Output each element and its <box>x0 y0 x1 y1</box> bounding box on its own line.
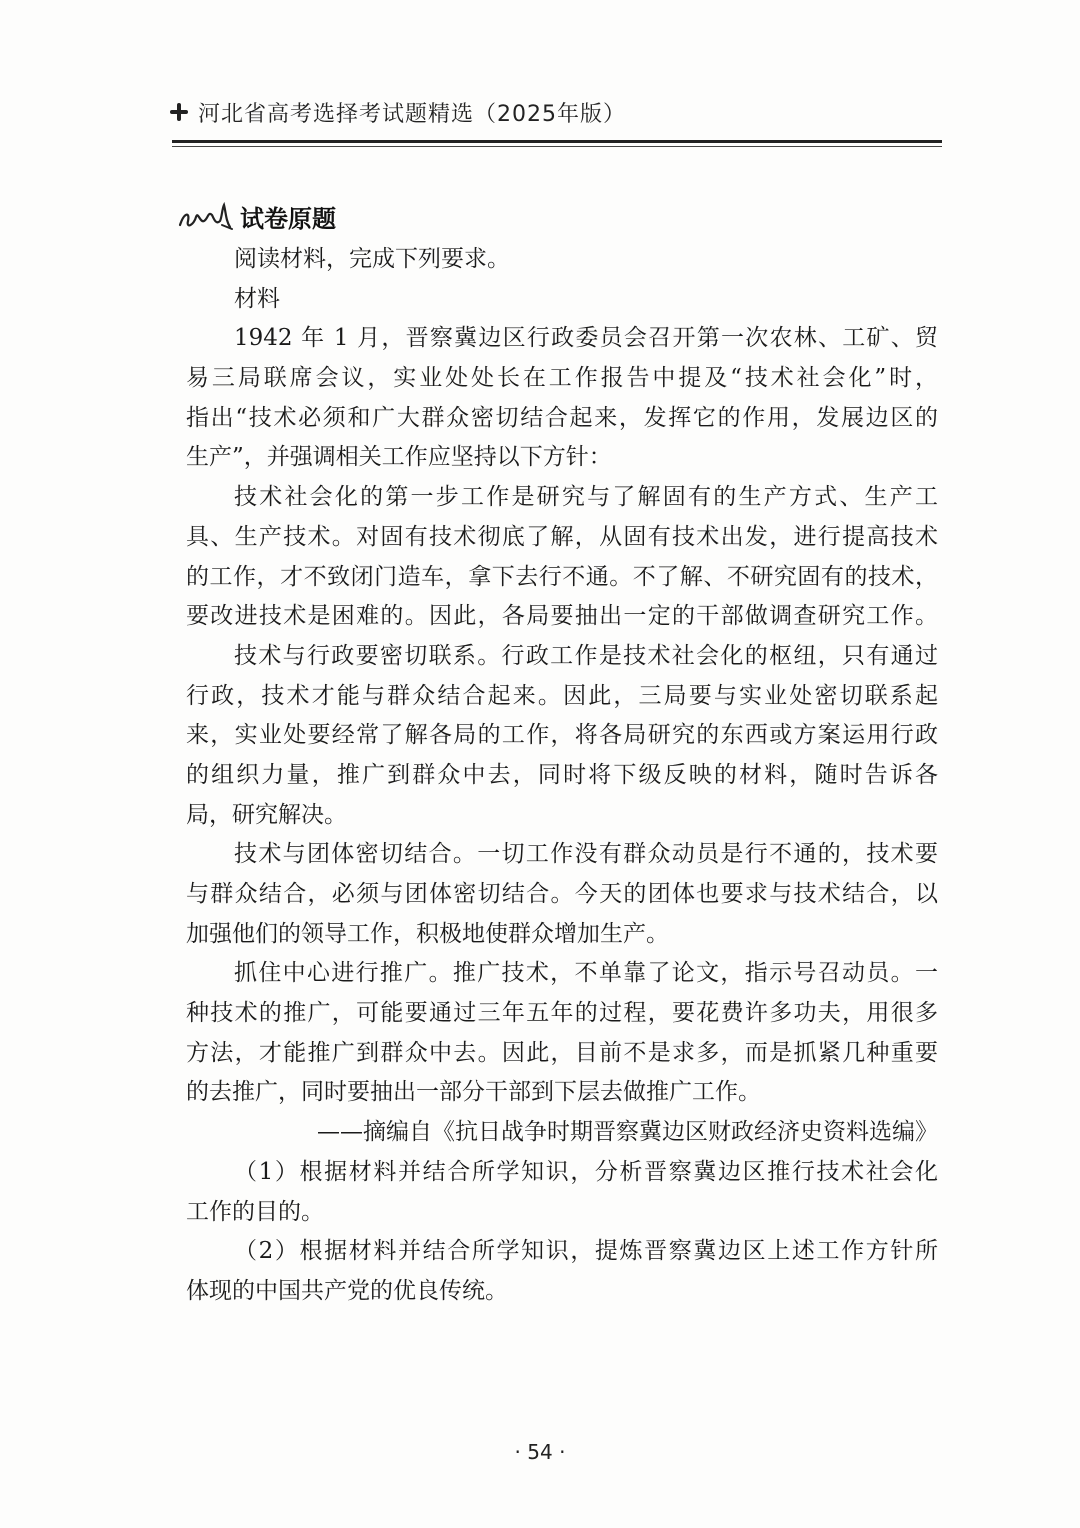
text-line: 抓住中心进行推广。推广技术，不单靠了论文，指示号召动员。一 <box>234 960 938 987</box>
principle-paragraph-3 <box>186 835 938 954</box>
text-line: 来，实业处要经常了解各局的工作，将各局研究的东西或方案运用行政 <box>186 722 938 749</box>
text-line: 方法，才能推广到群众中去。因此，目前不是求多，而是抓紧几种重要 <box>186 1039 938 1066</box>
text-line: 与群众结合，必须与团体密切结合。今天的团体也要求与技术结合，以 <box>186 881 938 907</box>
text-line: 加强他们的领导工作，积极地使群众增加生产。 <box>186 920 669 947</box>
material-label: 材料 <box>234 285 280 312</box>
text-line: 工作的目的。 <box>186 1198 324 1225</box>
principle-paragraph-4 <box>186 954 938 1113</box>
text-line: 种技术的推广，可能要通过三年五年的过程，要花费许多功夫，用很多 <box>186 1000 938 1027</box>
text-line: 具、生产技术。对固有技术彻底了解，从固有技术出发，进行提高技术 <box>186 523 938 550</box>
principle-paragraph-1 <box>186 478 938 637</box>
text-line: （1）根据材料并结合所学知识，分析晋察冀边区推行技术社会化 <box>234 1158 938 1185</box>
text-line: 的去推广，同时要抽出一部分干部到下层去做推广工作。 <box>186 1079 761 1106</box>
text-line: 要改进技术是困难的。因此，各局要抽出一定的干部做调查研究工作。 <box>186 603 938 630</box>
question-body <box>186 240 938 1312</box>
header-rule-thin <box>172 146 942 147</box>
page-number: · 54 · <box>514 1440 566 1464</box>
text-line: 体现的中国共产党的优良传统。 <box>186 1277 508 1304</box>
question-1 <box>186 1153 938 1232</box>
text-line: 指出“技术必须和广大群众密切结合起来，发挥它的作用，发展边区的 <box>186 404 938 431</box>
text-line: 1942 年 1 月，晋察冀边区行政委员会召开第一次农林、工矿、贸 <box>234 325 938 352</box>
text-line: 易三局联席会议，实业处处长在工作报告中提及“技术社会化”时， <box>186 365 938 392</box>
text-line: （2）根据材料并结合所学知识，提炼晋察冀边区上述工作方针所 <box>234 1238 938 1265</box>
source-citation: ——摘编自《抗日战争时期晋察冀边区财政经济史资料选编》 <box>317 1119 938 1146</box>
running-title: 河北省高考选择考试题精选（2025年版） <box>198 101 626 127</box>
text-line: 技术社会化的第一步工作是研究与了解固有的生产方式、生产工 <box>234 484 938 511</box>
text-line: 行政，技术才能与群众结合起来。因此，三局要与实业处密切联系起 <box>186 682 938 709</box>
calligraphy-flourish-icon <box>176 199 234 233</box>
text-line: 生产”，并强调相关工作应坚持以下方针： <box>186 444 612 471</box>
running-header <box>170 92 626 132</box>
header-rule <box>172 140 942 143</box>
section-heading <box>176 195 336 237</box>
text-line: 技术与行政要密切联系。行政工作是技术社会化的枢纽，只有通过 <box>234 642 938 669</box>
text-line: 局，研究解决。 <box>186 801 347 828</box>
text-line: 的工作，才不致闭门造车，拿下去行不通。不了解、不研究固有的技术， <box>186 563 938 590</box>
diamond-cross-icon <box>170 103 188 121</box>
intro-paragraph <box>186 319 938 478</box>
section-title: 试卷原题 <box>240 204 336 233</box>
text-line: 技术与团体密切结合。一切工作没有群众动员是行不通的，技术要 <box>234 841 938 868</box>
text-line: 的组织力量，推广到群众中去，同时将下级反映的材料，随时告诉各 <box>186 761 938 788</box>
instruction-text: 阅读材料，完成下列要求。 <box>234 246 510 272</box>
question-2 <box>186 1232 938 1311</box>
principle-paragraph-2 <box>186 637 938 835</box>
